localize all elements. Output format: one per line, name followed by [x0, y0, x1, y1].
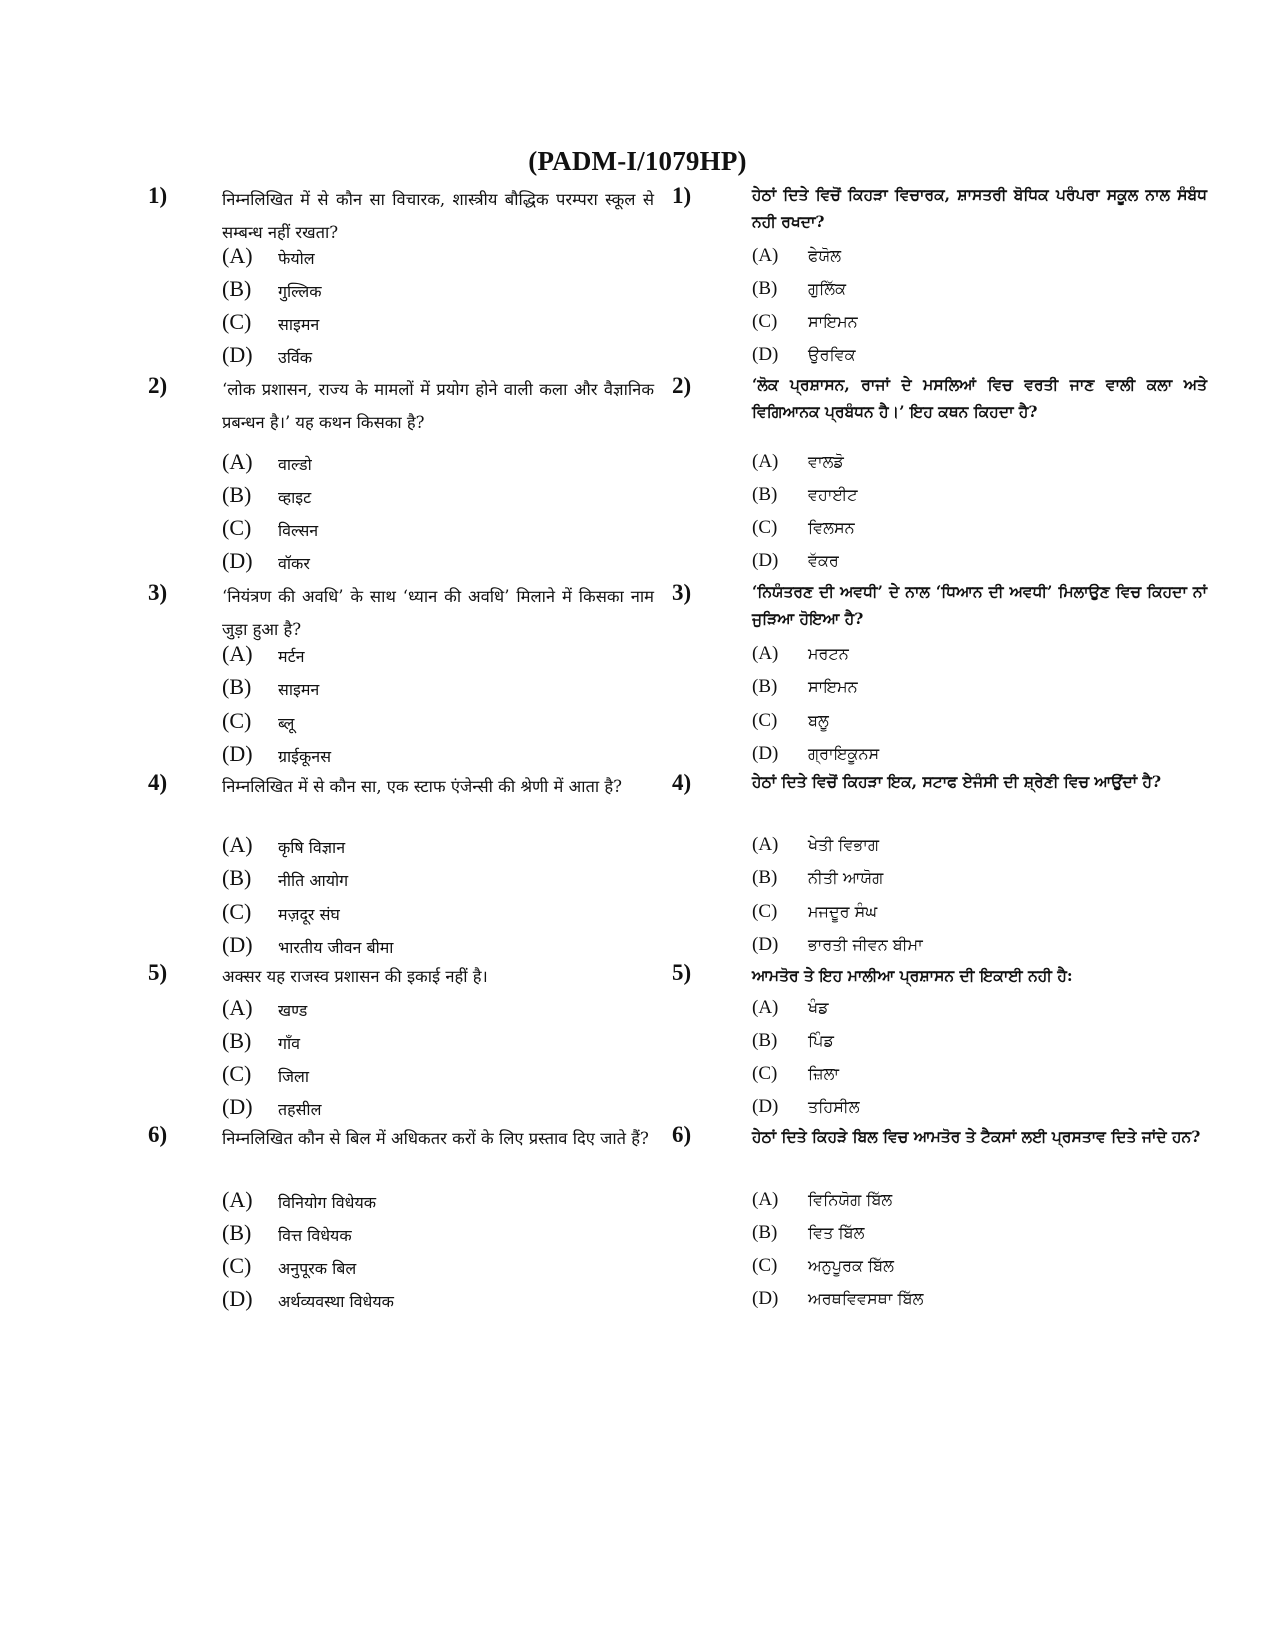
option-text: ਅਰਥਵਿਵਸਥਾ ਬਿੱਲ	[808, 1289, 924, 1308]
question-number: 4)	[148, 770, 168, 795]
question-text-punjabi: ਹੇਠਾਂ ਦਿਤੇ ਵਿਚੋਂ ਕਿਹੜਾ ਇਕ, ਸਟਾਫ ਏਜੰਸੀ ਦੀ ਸ਼੍ਰੇਣੀ ਵਿਚ ਆਉਂਦਾਂ ਹੈ?	[752, 772, 1162, 791]
option-text: खण्ड	[278, 1001, 308, 1020]
option-text: ਵਿਤ ਬਿੱਲ	[808, 1223, 865, 1242]
option-label: (C)	[222, 1253, 252, 1278]
option-label: (B)	[752, 484, 778, 505]
option-label: (A)	[752, 643, 779, 664]
option-label: (A)	[752, 1189, 779, 1210]
option-text: ग्राईकूनस	[278, 747, 332, 766]
option-text: ਸਾਇਮਨ	[808, 312, 858, 331]
option-label: (A)	[222, 995, 253, 1020]
option-label: (A)	[222, 641, 253, 666]
option-label: (A)	[222, 1187, 253, 1212]
option-label: (D)	[222, 342, 253, 367]
option-label: (C)	[222, 899, 252, 924]
question-text-punjabi: ਆਮਤੋਰ ਤੇ ਇਹ ਮਾਲੀਆ ਪ੍ਰਸ਼ਾਸਨ ਦੀ ਇਕਾਈ ਨਹੀ ਹੈ:	[752, 966, 1073, 985]
option-text: ਬਲੂ	[808, 711, 829, 730]
option-text: ਉਰਵਿਕ	[808, 345, 856, 364]
option-text: गुल्लिक	[278, 282, 322, 301]
option-label: (A)	[752, 451, 779, 472]
option-label: (C)	[752, 901, 778, 922]
option-text: नीति आयोग	[278, 871, 349, 890]
option-label: (A)	[222, 832, 253, 857]
option-text: ਗ੍ਰਾਇਕੂਨਸ	[808, 744, 880, 763]
option-label: (B)	[752, 1030, 778, 1051]
option-label: (D)	[752, 1096, 779, 1117]
option-label: (D)	[752, 743, 779, 764]
option-text: ਮਰਟਨ	[808, 644, 849, 663]
option-label: (D)	[752, 550, 779, 571]
option-label: (B)	[222, 1028, 252, 1053]
question-text-hindi: अक्सर यह राजस्व प्रशासन की इकाई नहीं है।	[222, 967, 488, 986]
option-label: (A)	[752, 245, 779, 266]
option-label: (B)	[222, 276, 252, 301]
option-label: (C)	[222, 309, 252, 334]
option-text: ਵੱਕਰ	[808, 551, 839, 570]
question-number: 3)	[672, 580, 692, 605]
option-label: (D)	[222, 932, 253, 957]
option-text: ਪਿੰਡ	[808, 1031, 834, 1050]
option-label: (D)	[222, 741, 253, 766]
question-text-punjabi: ‘ਲੋਕ ਪ੍ਰਸ਼ਾਸਨ, ਰਾਜਾਂ ਦੇ ਮਸਲਿਆਂ ਵਿਚ ਵਰਤੀ ਜਾਣ ਵਾਲੀ ਕਲਾ ਅਤੇ ਵਿਗਿਆਨਕ ਪ੍ਰਬੰਧਨ ਹੈ।’ ਇਹ ਕਥਨ ਕਿਹਦਾ ਹੈ?	[752, 375, 1207, 421]
option-text: ਭਾਰਤੀ ਜੀਵਨ ਬੀਮਾ	[808, 935, 923, 954]
option-text: ਸਾਇਮਨ	[808, 677, 858, 696]
question-text-hindi: ‘नियंत्रण की अवधि’ के साथ ‘ध्यान की अवधि’ मिलाने में किसका नाम जुड़ा हुआ है?	[222, 587, 654, 639]
question-number: 5)	[672, 960, 692, 985]
option-text: अनुपूरक बिल	[278, 1259, 357, 1278]
option-label: (B)	[222, 865, 252, 890]
option-label: (B)	[222, 482, 252, 507]
option-text: वित्त विधेयक	[278, 1226, 352, 1245]
option-text: गाँव	[278, 1034, 301, 1053]
question-number: 6)	[148, 1122, 168, 1147]
option-text: वाल्डो	[278, 455, 312, 474]
option-label: (B)	[752, 676, 778, 697]
option-label: (C)	[752, 311, 778, 332]
option-label: (D)	[752, 934, 779, 955]
option-text: विनियोग विधेयक	[278, 1193, 377, 1212]
option-text: ਖੰਡ	[808, 998, 829, 1017]
option-text: ਤਹਿਸੀਲ	[808, 1097, 860, 1116]
question-number: 2)	[148, 373, 168, 398]
option-label: (C)	[752, 710, 778, 731]
question-number: 6)	[672, 1122, 692, 1147]
question-text-hindi: निम्नलिखित कौन से बिल में अधिकतर करों के लिए प्रस्ताव दिए जाते हैं?	[222, 1129, 649, 1148]
option-label: (D)	[222, 1094, 253, 1119]
option-text: मर्टन	[278, 647, 305, 666]
option-label: (C)	[222, 1061, 252, 1086]
option-text: ਨੀਤੀ ਆਯੋਗ	[808, 868, 884, 887]
option-text: व्हाइट	[278, 488, 312, 507]
option-label: (D)	[752, 344, 779, 365]
option-text: ਵਹਾਈਟ	[808, 485, 858, 504]
question-text-hindi: निम्नलिखित में से कौन सा विचारक, शास्त्रीय बौद्धिक परम्परा स्कूल से सम्बन्ध नहीं रखता?	[222, 190, 654, 242]
option-label: (B)	[752, 867, 778, 888]
option-text: ਖੇਤੀ ਵਿਭਾਗ	[808, 835, 879, 854]
option-text: साइमन	[278, 680, 320, 699]
option-text: ब्लू	[278, 714, 295, 733]
option-label: (A)	[752, 834, 779, 855]
option-text: ਮਜਦੂਰ ਸੰਘ	[808, 902, 878, 921]
option-label: (B)	[222, 1220, 252, 1245]
question-number: 1)	[148, 183, 168, 208]
option-text: ਵਿਲਸਨ	[808, 518, 855, 537]
option-text: साइमन	[278, 315, 320, 334]
option-text: वॉकर	[278, 554, 310, 573]
question-text-punjabi: ਹੇਠਾਂ ਦਿਤੇ ਵਿਚੋਂ ਕਿਹੜਾ ਵਿਚਾਰਕ, ਸ਼ਾਸਤਰੀ ਬੋਧਿਕ ਪਰੰਪਰਾ ਸਕੂਲ ਨਾਲ ਸੰਬੰਧ ਨਹੀ ਰਖਦਾ?	[752, 185, 1207, 231]
option-text: कृषि विज्ञान	[278, 838, 346, 857]
option-label: (C)	[752, 1255, 778, 1276]
question-text-punjabi: ‘ਨਿਯੰਤਰਣ ਦੀ ਅਵਧੀ’ ਦੇ ਨਾਲ ‘ਧਿਆਨ ਦੀ ਅਵਧੀ’ ਮਿਲਾਉਣ ਵਿਚ ਕਿਹਦਾ ਨਾਂ ਜੁੜਿਆ ਹੋਇਆ ਹੈ?	[752, 582, 1207, 628]
option-label: (D)	[222, 548, 253, 573]
question-number: 5)	[148, 960, 168, 985]
option-label: (B)	[222, 674, 252, 699]
question-number: 1)	[672, 183, 692, 208]
option-label: (A)	[752, 997, 779, 1018]
option-text: उर्विक	[278, 348, 313, 367]
option-label: (D)	[222, 1286, 253, 1311]
option-text: ਫੇਯੋਲ	[808, 246, 842, 265]
question-text-punjabi: ਹੇਠਾਂ ਦਿਤੇ ਕਿਹੜੇ ਬਿਲ ਵਿਚ ਆਮਤੋਰ ਤੇ ਟੈਕਸਾਂ ਲਈ ਪ੍ਰਸਤਾਵ ਦਿਤੇ ਜਾਂਦੇ ਹਨ?	[752, 1127, 1201, 1146]
option-text: ਗੁਲਿੱਕ	[808, 279, 847, 298]
option-text: विल्सन	[278, 521, 319, 540]
option-label: (A)	[222, 449, 253, 474]
option-text: अर्थव्यवस्था विधेयक	[278, 1292, 394, 1311]
option-label: (B)	[752, 278, 778, 299]
option-label: (C)	[752, 1063, 778, 1084]
option-label: (C)	[222, 515, 252, 540]
option-text: ਵਾਲਡੋ	[808, 452, 844, 471]
page-title: (PADM-I/1079HP)	[528, 146, 747, 176]
question-text-hindi: निम्नलिखित में से कौन सा, एक स्टाफ एंजेन्सी की श्रेणी में आता है?	[222, 777, 623, 796]
question-text-hindi: ‘लोक प्रशासन, राज्य के मामलों में प्रयोग होने वाली कला और वैज्ञानिक प्रबन्धन है।’ यह कथन किसका है?	[222, 380, 654, 432]
option-text: भारतीय जीवन बीमा	[278, 938, 394, 957]
question-number: 2)	[672, 373, 692, 398]
option-label: (C)	[222, 708, 252, 733]
option-label: (D)	[752, 1288, 779, 1309]
option-text: ਅਨੁਪੂਰਕ ਬਿੱਲ	[808, 1256, 894, 1275]
option-text: तहसील	[278, 1100, 322, 1119]
option-label: (C)	[752, 517, 778, 538]
question-number: 3)	[148, 580, 168, 605]
option-text: जिला	[278, 1067, 310, 1086]
option-label: (B)	[752, 1222, 778, 1243]
option-label: (A)	[222, 243, 253, 268]
question-number: 4)	[672, 770, 692, 795]
option-text: ਵਿਨਿਯੋਗ ਬਿੱਲ	[808, 1190, 893, 1209]
option-text: फेयोल	[278, 249, 315, 268]
option-text: मज़दूर संघ	[278, 905, 340, 924]
option-text: ਜ਼ਿਲਾ	[808, 1064, 839, 1083]
